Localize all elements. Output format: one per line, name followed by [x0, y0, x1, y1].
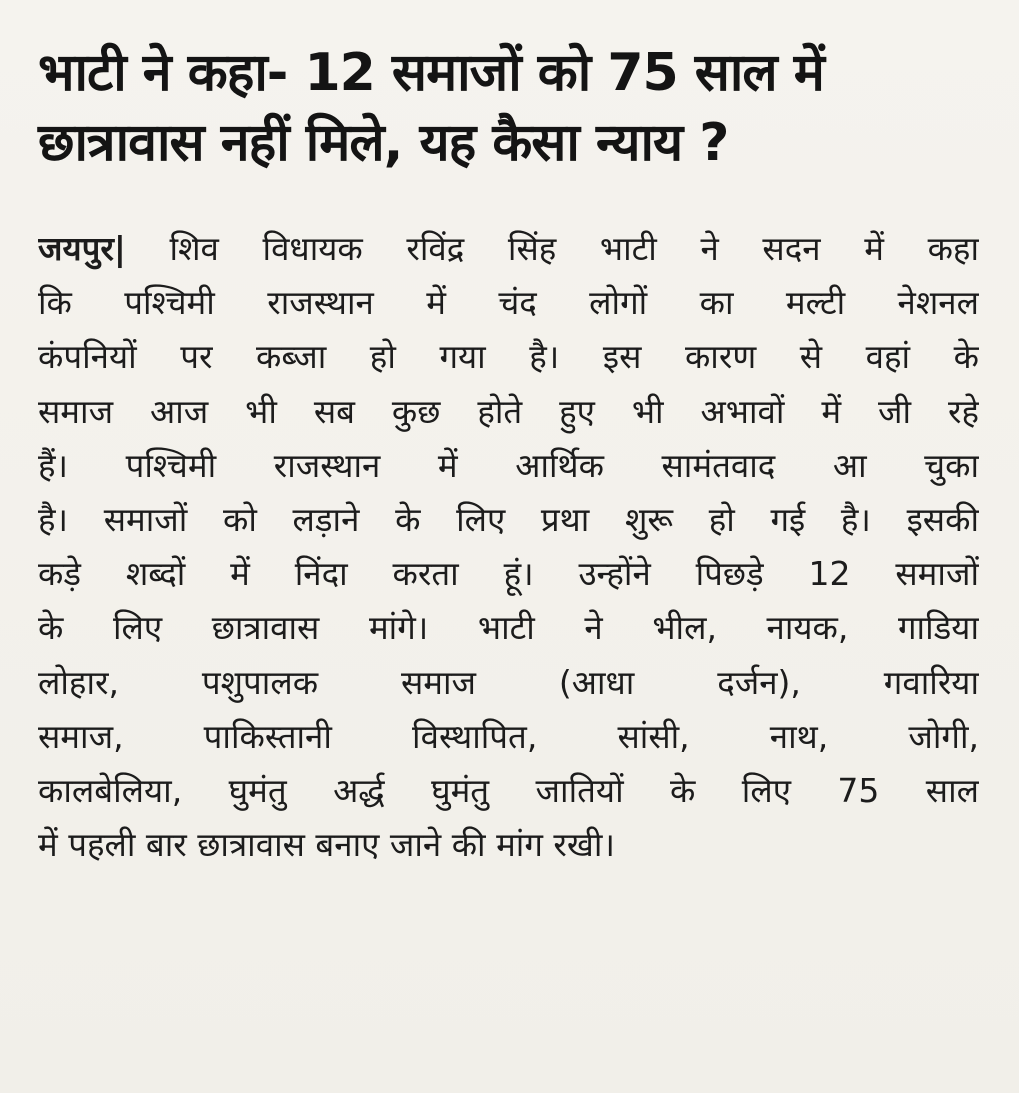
- dateline: जयपुर|: [38, 229, 126, 268]
- article-line-1-text: शिव विधायक रविंद्र सिंह भाटी ने सदन में कहा: [125, 229, 979, 268]
- article-line-4: समाज आज भी सब कुछ होते हुए भी अभावों में जी रहे: [38, 391, 979, 431]
- article-body: [38, 222, 979, 872]
- article-line-5: हैं। पश्चिमी राजस्थान में आर्थिक सामंतवाद आ चुका: [38, 445, 979, 485]
- headline-line-1: भाटी ने कहा- 12 समाजों को 75 साल में: [38, 43, 824, 103]
- article-line-6: है। समाजों को लड़ाने के लिए प्रथा शुरू हो गई है। इसकी: [38, 500, 979, 540]
- article-line-10: समाज, पाकिस्तानी विस्थापित, सांसी, नाथ, जोगी,: [38, 716, 979, 756]
- article-line-9: लोहार, पशुपालक समाज (आधा दर्जन), गवारिया: [38, 662, 979, 702]
- article-line-7: कड़े शब्दों में निंदा करता हूं। उन्होंने पिछड़े 12 समाजों: [38, 554, 979, 594]
- article-line-11: कालबेलिया, घुमंतु अर्द्ध घुमंतु जातियों के लिए 75 साल: [38, 771, 979, 811]
- headline: [38, 38, 979, 178]
- headline-line-2: छात्रावास नहीं मिले, यह कैसा न्याय ?: [38, 113, 729, 173]
- article-line-3: कंपनियों पर कब्जा हो गया है। इस कारण से वहां के: [38, 337, 979, 377]
- article-line-2: कि पश्चिमी राजस्थान में चंद लोगों का मल्टी नेशनल: [38, 283, 979, 323]
- article-line-8: के लिए छात्रावास मांगे। भाटी ने भील, नायक, गाडिया: [38, 608, 979, 648]
- article-line-12: में पहली बार छात्रावास बनाए जाने की मांग रखी।: [38, 825, 615, 865]
- article-line-1: [38, 222, 979, 276]
